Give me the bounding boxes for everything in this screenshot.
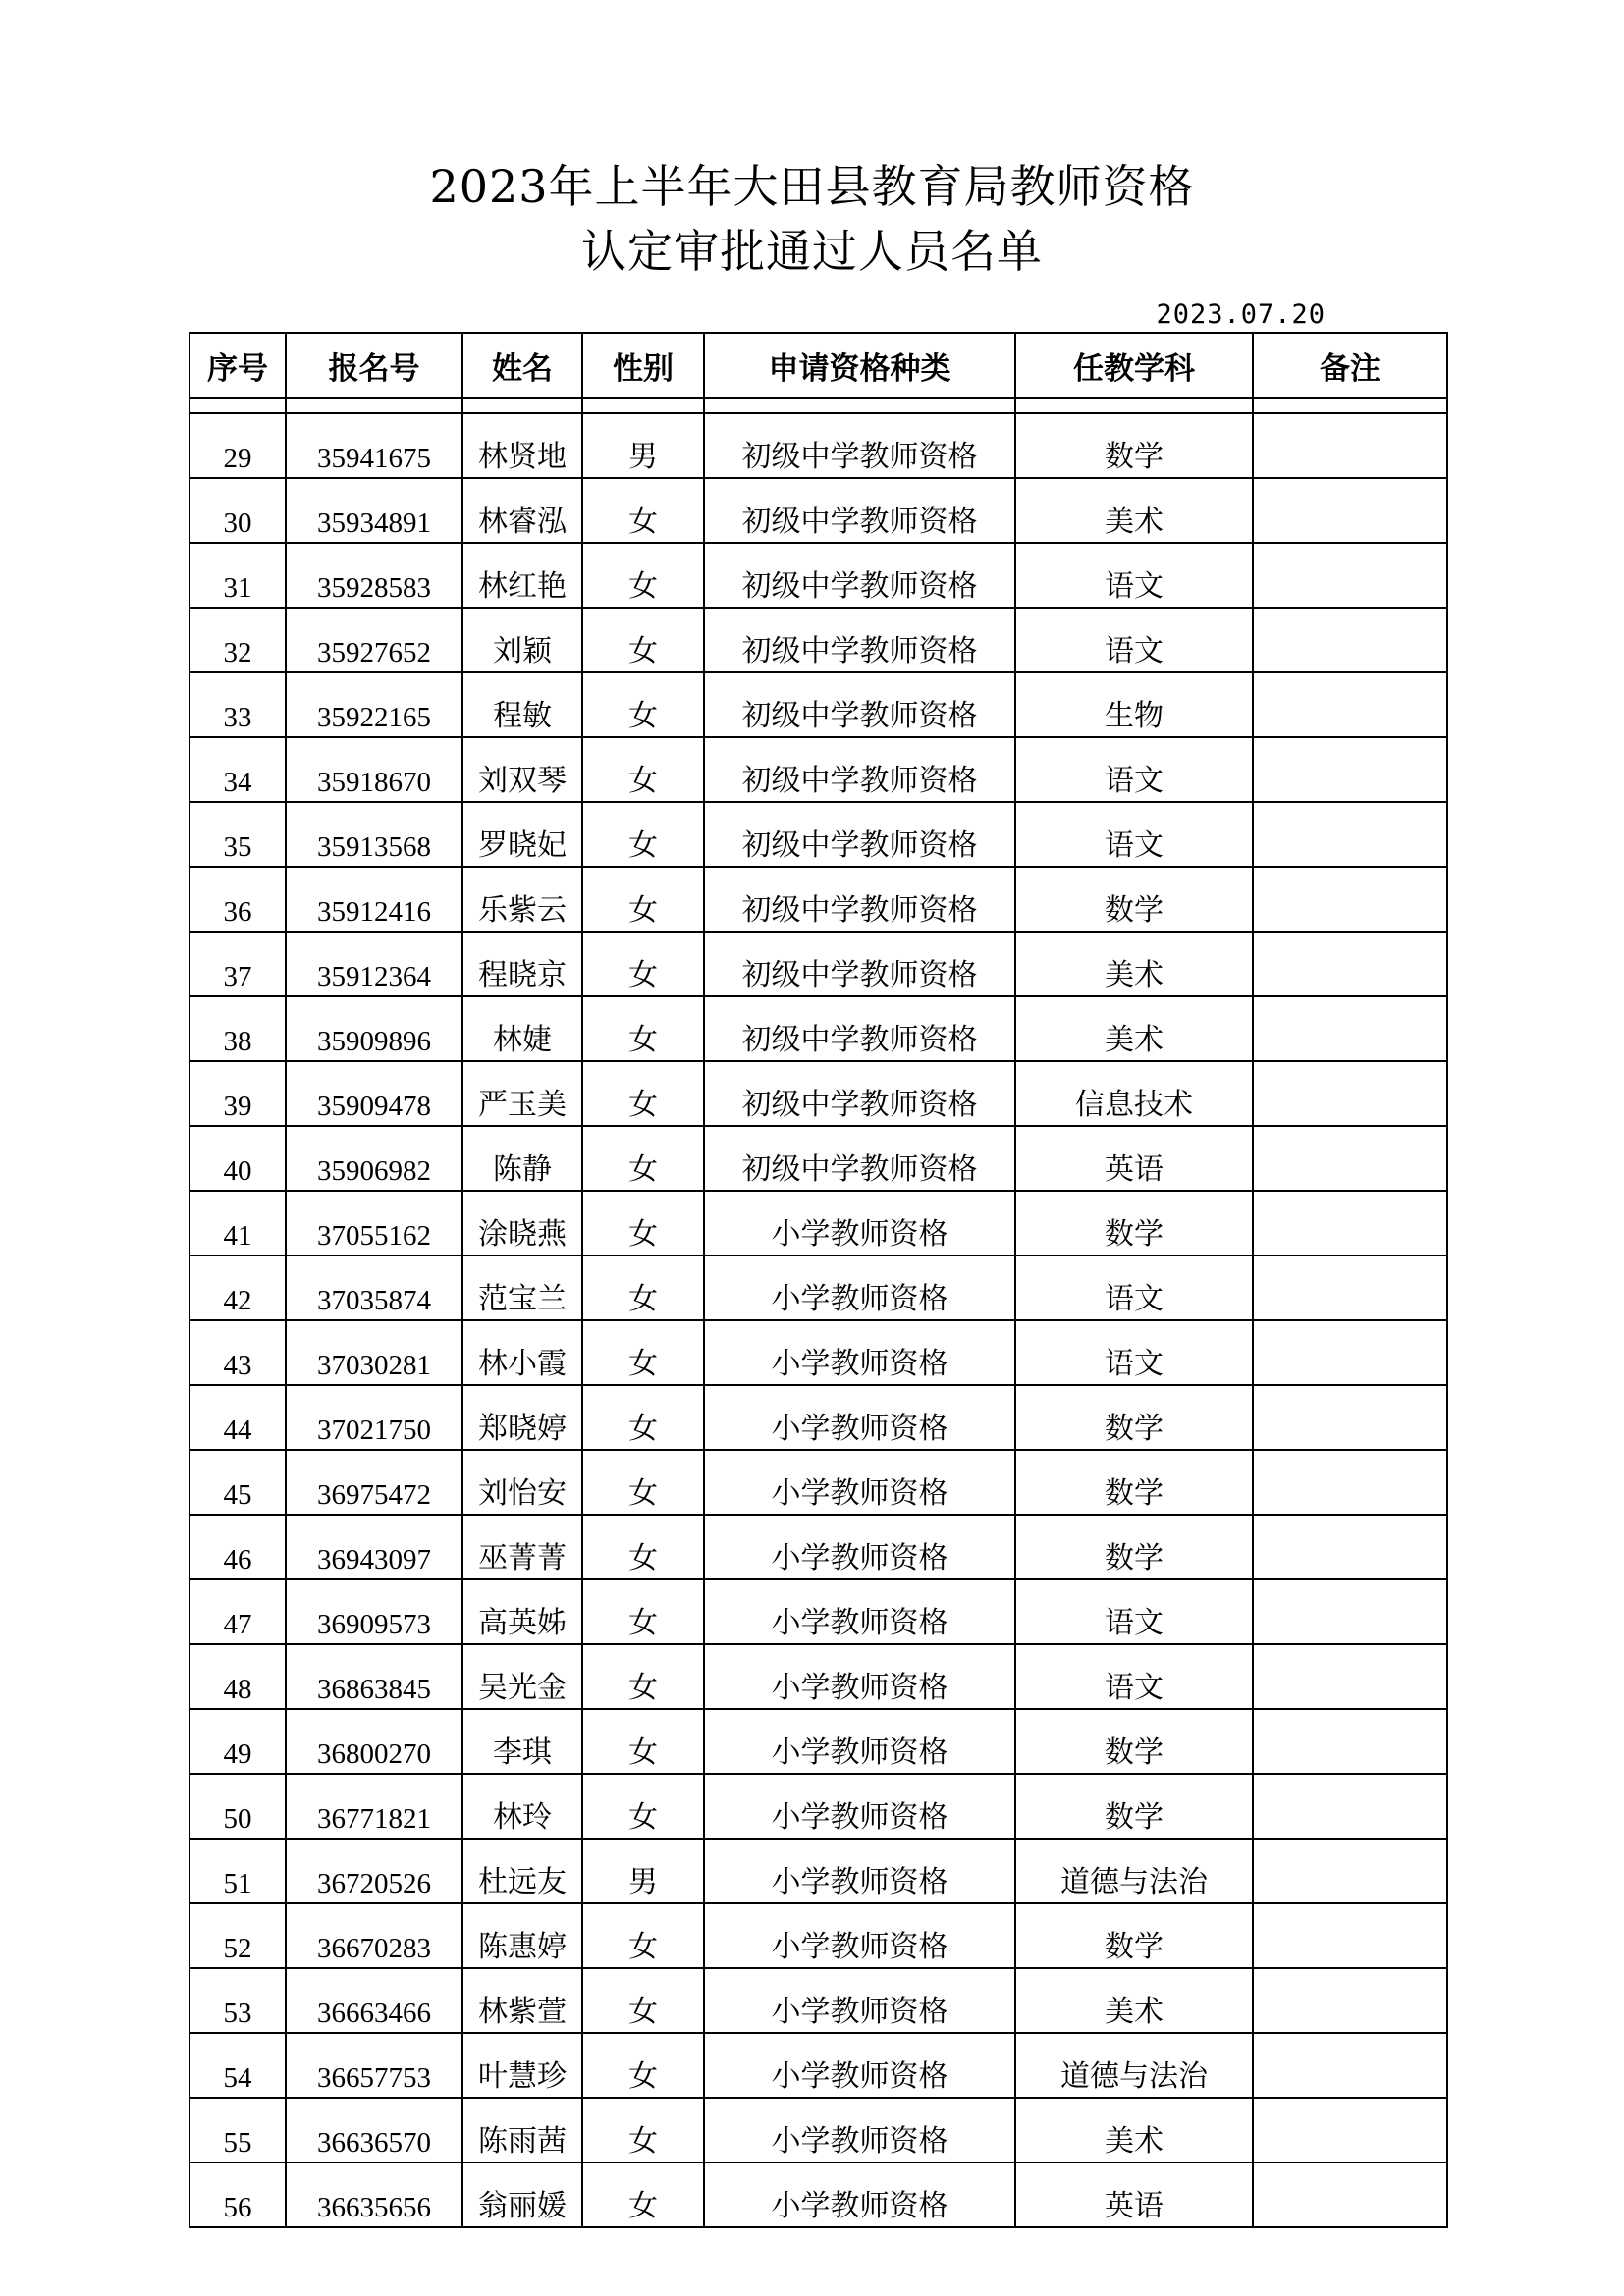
cell-gender: 女 bbox=[582, 672, 704, 737]
cell-teaching-subject: 语文 bbox=[1015, 1255, 1253, 1320]
cell-qualification-type: 小学教师资格 bbox=[704, 1515, 1015, 1579]
cell-teaching-subject: 数学 bbox=[1015, 1774, 1253, 1839]
cell-teaching-subject: 英语 bbox=[1015, 1126, 1253, 1191]
cell-registration-number: 36635656 bbox=[286, 2163, 462, 2227]
cell-registration-number: 37055162 bbox=[286, 1191, 462, 1255]
cell-name: 陈雨茜 bbox=[462, 2098, 582, 2163]
table-row bbox=[189, 1061, 1447, 1126]
cell-gender: 女 bbox=[582, 737, 704, 802]
cell-serial-number: 42 bbox=[189, 1255, 286, 1320]
cell-serial-number: 39 bbox=[189, 1061, 286, 1126]
table-row bbox=[189, 413, 1447, 478]
cell-teaching-subject: 美术 bbox=[1015, 932, 1253, 996]
cell-qualification-type: 初级中学教师资格 bbox=[704, 802, 1015, 867]
cell-qualification-type: 初级中学教师资格 bbox=[704, 932, 1015, 996]
table-row bbox=[189, 478, 1447, 543]
table-row bbox=[189, 1191, 1447, 1255]
cell-name: 林玲 bbox=[462, 1774, 582, 1839]
cell-registration-number: 35941675 bbox=[286, 413, 462, 478]
cell-qualification-type: 小学教师资格 bbox=[704, 1644, 1015, 1709]
cell-qualification-type: 初级中学教师资格 bbox=[704, 608, 1015, 672]
cell-qualification-type: 小学教师资格 bbox=[704, 2163, 1015, 2227]
cell-teaching-subject: 数学 bbox=[1015, 1385, 1253, 1450]
spacer-cell bbox=[704, 398, 1015, 413]
table-row bbox=[189, 932, 1447, 996]
cell-gender: 男 bbox=[582, 413, 704, 478]
cell-serial-number: 37 bbox=[189, 932, 286, 996]
cell-serial-number: 41 bbox=[189, 1191, 286, 1255]
cell-gender: 女 bbox=[582, 1709, 704, 1774]
header-remarks: 备注 bbox=[1253, 333, 1447, 398]
cell-name: 刘颖 bbox=[462, 608, 582, 672]
cell-serial-number: 30 bbox=[189, 478, 286, 543]
cell-remarks bbox=[1253, 2098, 1447, 2163]
table-row bbox=[189, 867, 1447, 932]
cell-registration-number: 35918670 bbox=[286, 737, 462, 802]
cell-remarks bbox=[1253, 1774, 1447, 1839]
table-row bbox=[189, 737, 1447, 802]
cell-teaching-subject: 语文 bbox=[1015, 543, 1253, 608]
cell-remarks bbox=[1253, 1450, 1447, 1515]
cell-remarks bbox=[1253, 1061, 1447, 1126]
cell-gender: 女 bbox=[582, 802, 704, 867]
cell-registration-number: 35922165 bbox=[286, 672, 462, 737]
cell-name: 翁丽媛 bbox=[462, 2163, 582, 2227]
table-row bbox=[189, 1255, 1447, 1320]
cell-qualification-type: 小学教师资格 bbox=[704, 2098, 1015, 2163]
table-row bbox=[189, 1968, 1447, 2033]
spacer-cell bbox=[582, 398, 704, 413]
table-row bbox=[189, 2098, 1447, 2163]
cell-name: 刘双琴 bbox=[462, 737, 582, 802]
cell-gender: 女 bbox=[582, 1061, 704, 1126]
document-title-line-2: 认定审批通过人员名单 bbox=[581, 225, 1043, 278]
cell-teaching-subject: 美术 bbox=[1015, 2098, 1253, 2163]
cell-qualification-type: 初级中学教师资格 bbox=[704, 867, 1015, 932]
cell-registration-number: 36663466 bbox=[286, 1968, 462, 2033]
cell-qualification-type: 小学教师资格 bbox=[704, 1903, 1015, 1968]
cell-remarks bbox=[1253, 1515, 1447, 1579]
cell-serial-number: 35 bbox=[189, 802, 286, 867]
cell-qualification-type: 小学教师资格 bbox=[704, 1579, 1015, 1644]
cell-remarks bbox=[1253, 1191, 1447, 1255]
cell-gender: 女 bbox=[582, 1255, 704, 1320]
table-row bbox=[189, 1579, 1447, 1644]
cell-serial-number: 47 bbox=[189, 1579, 286, 1644]
cell-name: 罗晓妃 bbox=[462, 802, 582, 867]
cell-registration-number: 35934891 bbox=[286, 478, 462, 543]
cell-gender: 女 bbox=[582, 867, 704, 932]
cell-registration-number: 35927652 bbox=[286, 608, 462, 672]
table-body bbox=[189, 413, 1447, 2227]
cell-teaching-subject: 美术 bbox=[1015, 478, 1253, 543]
cell-qualification-type: 小学教师资格 bbox=[704, 1191, 1015, 1255]
cell-remarks bbox=[1253, 1320, 1447, 1385]
cell-registration-number: 36771821 bbox=[286, 1774, 462, 1839]
cell-remarks bbox=[1253, 543, 1447, 608]
cell-remarks bbox=[1253, 932, 1447, 996]
cell-registration-number: 36670283 bbox=[286, 1903, 462, 1968]
cell-gender: 女 bbox=[582, 1515, 704, 1579]
cell-qualification-type: 小学教师资格 bbox=[704, 1968, 1015, 2033]
cell-teaching-subject: 语文 bbox=[1015, 737, 1253, 802]
cell-gender: 男 bbox=[582, 1839, 704, 1903]
cell-registration-number: 36943097 bbox=[286, 1515, 462, 1579]
cell-serial-number: 52 bbox=[189, 1903, 286, 1968]
cell-qualification-type: 小学教师资格 bbox=[704, 1320, 1015, 1385]
cell-remarks bbox=[1253, 737, 1447, 802]
table-row bbox=[189, 1839, 1447, 1903]
header-name: 姓名 bbox=[462, 333, 582, 398]
cell-remarks bbox=[1253, 2033, 1447, 2098]
cell-teaching-subject: 数学 bbox=[1015, 867, 1253, 932]
cell-name: 林婕 bbox=[462, 996, 582, 1061]
cell-registration-number: 35909896 bbox=[286, 996, 462, 1061]
cell-teaching-subject: 数学 bbox=[1015, 1450, 1253, 1515]
cell-name: 吴光金 bbox=[462, 1644, 582, 1709]
cell-serial-number: 53 bbox=[189, 1968, 286, 2033]
cell-teaching-subject: 语文 bbox=[1015, 1320, 1253, 1385]
table-row bbox=[189, 802, 1447, 867]
cell-gender: 女 bbox=[582, 1320, 704, 1385]
cell-teaching-subject: 美术 bbox=[1015, 996, 1253, 1061]
cell-name: 范宝兰 bbox=[462, 1255, 582, 1320]
cell-registration-number: 36657753 bbox=[286, 2033, 462, 2098]
spacer-cell bbox=[1253, 398, 1447, 413]
table-row bbox=[189, 1515, 1447, 1579]
table-header-row bbox=[189, 333, 1447, 398]
cell-registration-number: 36863845 bbox=[286, 1644, 462, 1709]
cell-qualification-type: 初级中学教师资格 bbox=[704, 413, 1015, 478]
cell-registration-number: 35912416 bbox=[286, 867, 462, 932]
cell-qualification-type: 小学教师资格 bbox=[704, 1839, 1015, 1903]
cell-teaching-subject: 语文 bbox=[1015, 802, 1253, 867]
spacer-cell bbox=[1015, 398, 1253, 413]
header-teaching-subject: 任教学科 bbox=[1015, 333, 1253, 398]
cell-name: 郑晓婷 bbox=[462, 1385, 582, 1450]
cell-name: 陈惠婷 bbox=[462, 1903, 582, 1968]
cell-qualification-type: 初级中学教师资格 bbox=[704, 996, 1015, 1061]
cell-name: 林紫萱 bbox=[462, 1968, 582, 2033]
header-gender: 性别 bbox=[582, 333, 704, 398]
cell-qualification-type: 初级中学教师资格 bbox=[704, 1126, 1015, 1191]
cell-qualification-type: 小学教师资格 bbox=[704, 1774, 1015, 1839]
table-row bbox=[189, 543, 1447, 608]
cell-serial-number: 36 bbox=[189, 867, 286, 932]
cell-teaching-subject: 数学 bbox=[1015, 413, 1253, 478]
cell-serial-number: 38 bbox=[189, 996, 286, 1061]
cell-serial-number: 55 bbox=[189, 2098, 286, 2163]
cell-gender: 女 bbox=[582, 996, 704, 1061]
cell-serial-number: 29 bbox=[189, 413, 286, 478]
header-registration-number: 报名号 bbox=[286, 333, 462, 398]
cell-serial-number: 31 bbox=[189, 543, 286, 608]
table-row bbox=[189, 672, 1447, 737]
cell-name: 叶慧珍 bbox=[462, 2033, 582, 2098]
cell-serial-number: 46 bbox=[189, 1515, 286, 1579]
cell-teaching-subject: 信息技术 bbox=[1015, 1061, 1253, 1126]
cell-teaching-subject: 数学 bbox=[1015, 1903, 1253, 1968]
cell-remarks bbox=[1253, 478, 1447, 543]
table-row bbox=[189, 1709, 1447, 1774]
cell-remarks bbox=[1253, 2163, 1447, 2227]
cell-remarks bbox=[1253, 1903, 1447, 1968]
cell-serial-number: 54 bbox=[189, 2033, 286, 2098]
cell-remarks bbox=[1253, 1709, 1447, 1774]
cell-serial-number: 33 bbox=[189, 672, 286, 737]
cell-teaching-subject: 道德与法治 bbox=[1015, 2033, 1253, 2098]
cell-qualification-type: 初级中学教师资格 bbox=[704, 478, 1015, 543]
cell-serial-number: 48 bbox=[189, 1644, 286, 1709]
cell-gender: 女 bbox=[582, 1774, 704, 1839]
cell-registration-number: 36909573 bbox=[286, 1579, 462, 1644]
cell-name: 严玉美 bbox=[462, 1061, 582, 1126]
cell-qualification-type: 初级中学教师资格 bbox=[704, 1061, 1015, 1126]
cell-teaching-subject: 英语 bbox=[1015, 2163, 1253, 2227]
table-row bbox=[189, 1903, 1447, 1968]
cell-serial-number: 34 bbox=[189, 737, 286, 802]
cell-name: 林睿泓 bbox=[462, 478, 582, 543]
cell-qualification-type: 小学教师资格 bbox=[704, 1709, 1015, 1774]
cell-remarks bbox=[1253, 1126, 1447, 1191]
cell-gender: 女 bbox=[582, 2163, 704, 2227]
cell-name: 李琪 bbox=[462, 1709, 582, 1774]
cell-gender: 女 bbox=[582, 1903, 704, 1968]
cell-serial-number: 43 bbox=[189, 1320, 286, 1385]
cell-teaching-subject: 美术 bbox=[1015, 1968, 1253, 2033]
cell-name: 乐紫云 bbox=[462, 867, 582, 932]
cell-name: 程敏 bbox=[462, 672, 582, 737]
cell-serial-number: 56 bbox=[189, 2163, 286, 2227]
cell-gender: 女 bbox=[582, 2098, 704, 2163]
table-row bbox=[189, 1774, 1447, 1839]
cell-gender: 女 bbox=[582, 932, 704, 996]
cell-remarks bbox=[1253, 867, 1447, 932]
document-title-line-1: 2023年上半年大田县教育局教师资格 bbox=[429, 160, 1195, 213]
cell-qualification-type: 初级中学教师资格 bbox=[704, 672, 1015, 737]
table-row bbox=[189, 1126, 1447, 1191]
cell-teaching-subject: 数学 bbox=[1015, 1709, 1253, 1774]
cell-registration-number: 36636570 bbox=[286, 2098, 462, 2163]
cell-gender: 女 bbox=[582, 1385, 704, 1450]
table-row bbox=[189, 1320, 1447, 1385]
header-spacer-row bbox=[189, 398, 1447, 413]
table-row bbox=[189, 996, 1447, 1061]
cell-remarks bbox=[1253, 413, 1447, 478]
cell-gender: 女 bbox=[582, 1579, 704, 1644]
cell-gender: 女 bbox=[582, 1644, 704, 1709]
approved-teachers-table bbox=[189, 332, 1448, 2228]
document-date: 2023.07.20 bbox=[1156, 299, 1326, 330]
cell-serial-number: 40 bbox=[189, 1126, 286, 1191]
cell-registration-number: 35912364 bbox=[286, 932, 462, 996]
cell-teaching-subject: 语文 bbox=[1015, 1579, 1253, 1644]
cell-name: 林贤地 bbox=[462, 413, 582, 478]
cell-name: 程晓京 bbox=[462, 932, 582, 996]
cell-qualification-type: 初级中学教师资格 bbox=[704, 543, 1015, 608]
cell-qualification-type: 小学教师资格 bbox=[704, 1255, 1015, 1320]
cell-remarks bbox=[1253, 1839, 1447, 1903]
cell-qualification-type: 小学教师资格 bbox=[704, 2033, 1015, 2098]
cell-serial-number: 51 bbox=[189, 1839, 286, 1903]
cell-registration-number: 37030281 bbox=[286, 1320, 462, 1385]
spacer-cell bbox=[189, 398, 286, 413]
cell-qualification-type: 小学教师资格 bbox=[704, 1385, 1015, 1450]
cell-name: 陈静 bbox=[462, 1126, 582, 1191]
cell-qualification-type: 小学教师资格 bbox=[704, 1450, 1015, 1515]
cell-registration-number: 37035874 bbox=[286, 1255, 462, 1320]
cell-teaching-subject: 道德与法治 bbox=[1015, 1839, 1253, 1903]
cell-serial-number: 32 bbox=[189, 608, 286, 672]
cell-remarks bbox=[1253, 1579, 1447, 1644]
cell-serial-number: 45 bbox=[189, 1450, 286, 1515]
cell-teaching-subject: 数学 bbox=[1015, 1191, 1253, 1255]
header-serial-number: 序号 bbox=[189, 333, 286, 398]
cell-gender: 女 bbox=[582, 1191, 704, 1255]
cell-gender: 女 bbox=[582, 543, 704, 608]
cell-name: 林小霞 bbox=[462, 1320, 582, 1385]
cell-remarks bbox=[1253, 802, 1447, 867]
cell-registration-number: 35913568 bbox=[286, 802, 462, 867]
cell-name: 涂晓燕 bbox=[462, 1191, 582, 1255]
cell-serial-number: 49 bbox=[189, 1709, 286, 1774]
cell-remarks bbox=[1253, 1644, 1447, 1709]
spacer-cell bbox=[286, 398, 462, 413]
cell-registration-number: 36975472 bbox=[286, 1450, 462, 1515]
cell-teaching-subject: 语文 bbox=[1015, 1644, 1253, 1709]
cell-qualification-type: 初级中学教师资格 bbox=[704, 737, 1015, 802]
cell-remarks bbox=[1253, 672, 1447, 737]
header-qualification-type: 申请资格种类 bbox=[704, 333, 1015, 398]
cell-gender: 女 bbox=[582, 2033, 704, 2098]
cell-remarks bbox=[1253, 1385, 1447, 1450]
cell-teaching-subject: 语文 bbox=[1015, 608, 1253, 672]
table-row bbox=[189, 1644, 1447, 1709]
cell-remarks bbox=[1253, 608, 1447, 672]
cell-gender: 女 bbox=[582, 1126, 704, 1191]
table-row bbox=[189, 1450, 1447, 1515]
cell-registration-number: 35906982 bbox=[286, 1126, 462, 1191]
cell-gender: 女 bbox=[582, 608, 704, 672]
cell-registration-number: 36800270 bbox=[286, 1709, 462, 1774]
spacer-cell bbox=[462, 398, 582, 413]
cell-registration-number: 35909478 bbox=[286, 1061, 462, 1126]
cell-gender: 女 bbox=[582, 478, 704, 543]
table-row bbox=[189, 1385, 1447, 1450]
cell-name: 高英姊 bbox=[462, 1579, 582, 1644]
cell-remarks bbox=[1253, 1255, 1447, 1320]
cell-teaching-subject: 数学 bbox=[1015, 1515, 1253, 1579]
table-row bbox=[189, 2033, 1447, 2098]
cell-gender: 女 bbox=[582, 1968, 704, 2033]
cell-name: 杜远友 bbox=[462, 1839, 582, 1903]
table-row bbox=[189, 608, 1447, 672]
cell-serial-number: 50 bbox=[189, 1774, 286, 1839]
cell-remarks bbox=[1253, 1968, 1447, 2033]
cell-registration-number: 37021750 bbox=[286, 1385, 462, 1450]
table-row bbox=[189, 2163, 1447, 2227]
cell-registration-number: 35928583 bbox=[286, 543, 462, 608]
cell-remarks bbox=[1253, 996, 1447, 1061]
cell-name: 巫菁菁 bbox=[462, 1515, 582, 1579]
cell-registration-number: 36720526 bbox=[286, 1839, 462, 1903]
cell-name: 林红艳 bbox=[462, 543, 582, 608]
cell-name: 刘怡安 bbox=[462, 1450, 582, 1515]
cell-gender: 女 bbox=[582, 1450, 704, 1515]
cell-serial-number: 44 bbox=[189, 1385, 286, 1450]
cell-teaching-subject: 生物 bbox=[1015, 672, 1253, 737]
